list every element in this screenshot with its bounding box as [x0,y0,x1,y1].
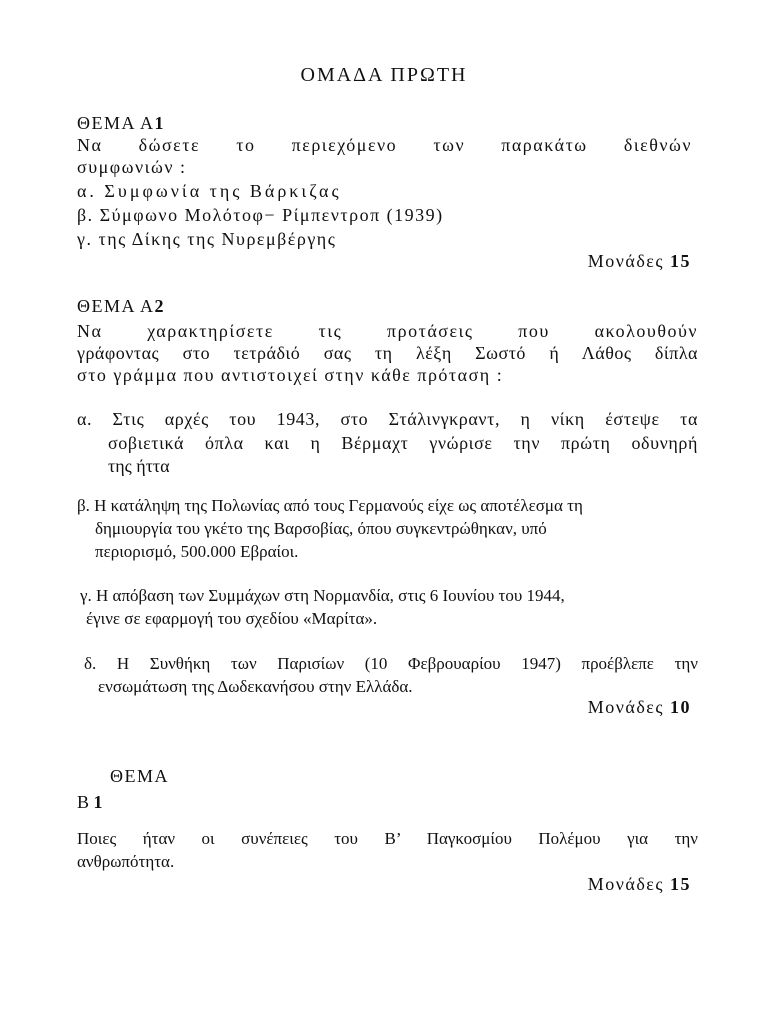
b1-heading: ΘΕΜΑ [110,766,169,786]
a2-units [588,696,691,718]
a2-statement-a-line-2: σοβιετικά όπλα και η Βέρμαχτ γνώρισε την πρώτη οδυνηρή [108,433,698,453]
b1-units [588,873,691,895]
a1-item-b: β. Σύμφωνο Μολότοφ− Ρίμπεντροπ (1939) [77,205,444,225]
b1-question-line-2: ανθρωπότητα. [77,852,175,871]
a1-heading-number: 1 [154,113,166,133]
a2-statement-d-line-1: δ. Η Συνθήκη των Παρισίων (10 Φεβρουαρίου 1947) προέβλεπε την [84,654,698,673]
a1-prompt-line-2: συμφωνιών : [77,157,187,177]
a1-item-a: α. Συμφωνία της Βάρκιζας [77,181,342,201]
a2-prompt-line-2: γράφοντας στο τετράδιό σας τη λέξη Σωστό ή Λάθος δίπλα [77,343,698,363]
b1-units-value: 15 [670,874,691,894]
a1-heading-label: ΘΕΜΑ Α [77,113,155,133]
a1-units-label: Μονάδες [587,251,664,271]
b1-units-label: Μονάδες [587,874,664,894]
a2-heading [77,295,165,317]
b1-heading-prefix: Β [77,792,90,812]
a1-prompt-line-1: Να δώσετε το περιεχόμενο των παρακάτω διεθνών [77,135,692,155]
b1-heading-number-line [77,791,103,813]
page-title: ΟΜΑΔΑ ΠΡΩΤΗ [300,64,468,86]
a2-statement-b-line-1: β. Η κατάληψη της Πολωνίας από τους Γερμανούς είχε ως αποτέλεσμα τη [77,496,583,515]
b1-heading-number: 1 [93,792,103,812]
a2-units-value: 10 [670,697,691,717]
a2-statement-d-line-2: ενσωμάτωση της Δωδεκανήσου στην Ελλάδα. [98,677,413,696]
a2-heading-number: 2 [154,296,166,316]
a2-heading-label: ΘΕΜΑ Α [77,296,155,316]
b1-question-line-1: Ποιες ήταν οι συνέπειες του Β’ Παγκοσμίου Πολέμου για την [77,829,698,848]
a2-statement-a-line-1: α. Στις αρχές του 1943, στο Στάλινγκραντ, η νίκη έστεψε τα [77,409,698,429]
a1-item-c: γ. της Δίκης της Νυρεμβέργης [77,229,337,249]
a2-statement-b-line-3: περιορισμό, 500.000 Εβραίοι. [95,542,299,561]
a2-statement-c-line-1: γ. Η απόβαση των Συμμάχων στη Νορμανδία, στις 6 Ιουνίου του 1944, [80,586,565,605]
a2-prompt-line-1: Να χαρακτηρίσετε τις προτάσεις που ακολουθούν [77,321,698,341]
a2-statement-c-line-2: έγινε σε εφαρμογή του σχεδίου «Μαρίτα». [86,609,378,628]
a2-prompt-line-3: στο γράμμα που αντιστοιχεί στην κάθε πρόταση : [77,365,504,385]
a1-units [588,250,691,272]
a2-statement-b-line-2: δημιουργία του γκέτο της Βαρσοβίας, όπου συγκεντρώθηκαν, υπό [95,519,547,538]
a1-heading [77,112,165,134]
a1-units-value: 15 [670,251,691,271]
a2-statement-a-line-3: της ήττα [108,456,170,476]
a2-units-label: Μονάδες [587,697,664,717]
